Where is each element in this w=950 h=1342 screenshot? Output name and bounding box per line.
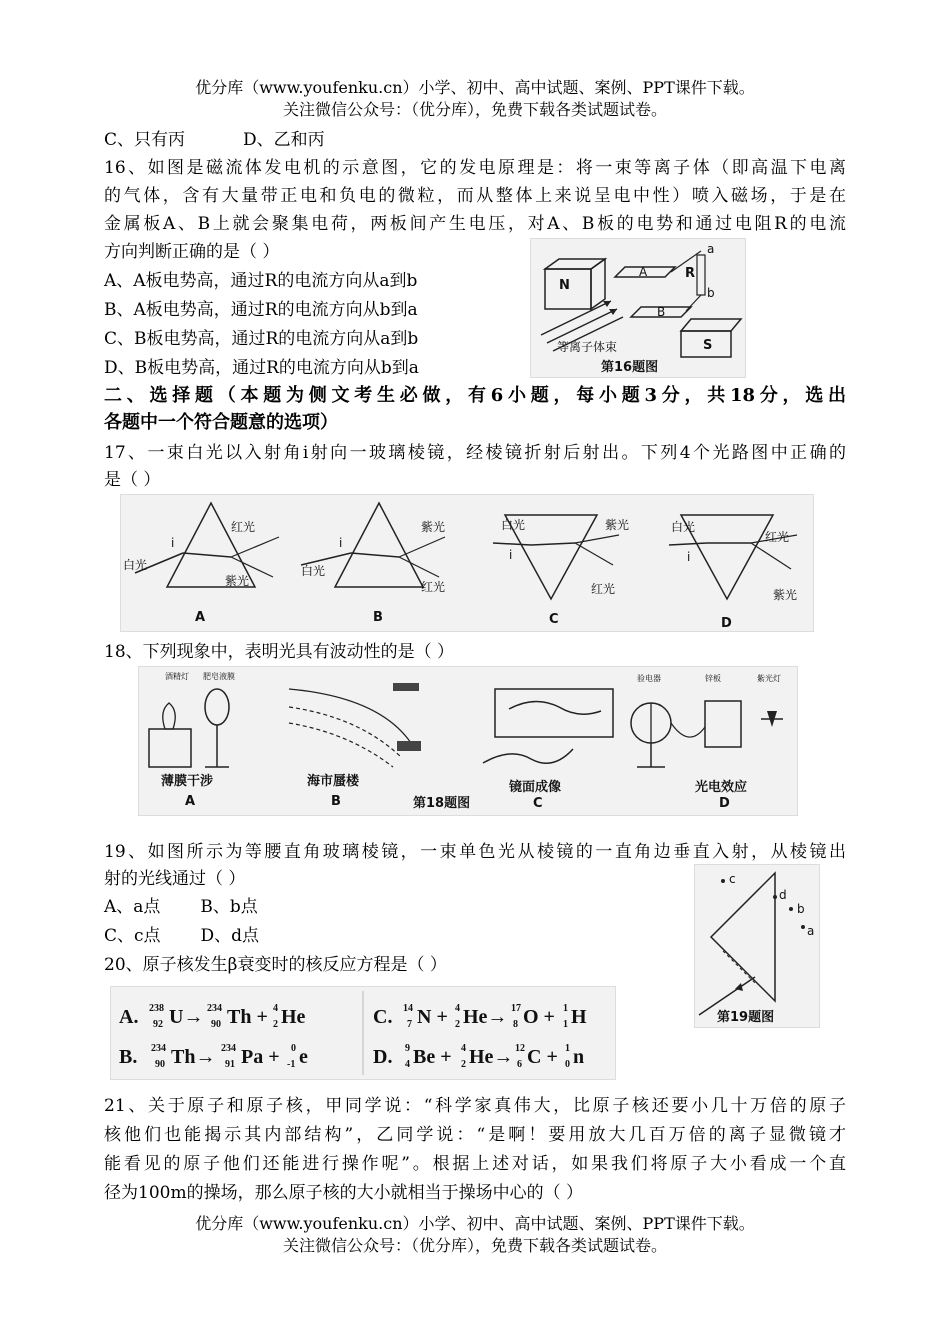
q20-b-pa: Pa + — [241, 1046, 280, 1068]
q17-a-bl: 白光 — [123, 558, 148, 572]
q17-b-bl: 白光 — [301, 564, 326, 578]
q20-b-pa91: 91 — [225, 1059, 235, 1070]
q17-d-br: 紫光 — [773, 588, 798, 602]
q19-option-a: A、a点 — [104, 897, 161, 917]
q19-option-b: B、b点 — [200, 897, 258, 917]
q19-line-1: 19、如图所示为等腰直角玻璃棱镜，一束单色光从棱镜的一直角边垂直入射，从棱镜出 — [104, 842, 846, 862]
q19-c-label: c — [729, 872, 736, 886]
q19-b-label: b — [797, 902, 805, 916]
q19-options-ab — [104, 895, 258, 919]
q20-c-o: O + — [523, 1006, 555, 1028]
footer-line-2: 关注微信公众号：（优分库），免费下载各类试题试卷。 — [282, 1236, 667, 1255]
q20-d-he4: 4 — [461, 1043, 466, 1054]
q19-line-2: 射的光线通过（ ） — [104, 869, 246, 889]
q16-s-label: S — [703, 338, 713, 353]
q20-a-th: Th + — [227, 1006, 268, 1028]
q15-option-c: C、只有丙 — [104, 130, 186, 150]
q17-line-1: 17、一束白光以入射角i射向一玻璃棱镜，经棱镜折射后射出。下列4个光路图中正确的 — [104, 443, 846, 463]
q18-d-small-3: 紫光灯 — [757, 674, 781, 683]
q20-a-he4: 4 — [273, 1003, 278, 1014]
q15-option-d: D、乙和丙 — [243, 130, 325, 150]
q20-c-he: He→ — [463, 1006, 508, 1028]
q20-d-c: C + — [527, 1046, 558, 1068]
q20-b-e: e — [299, 1046, 308, 1068]
section2-line-1: 二、选择题（本题为侧文考生必做，有6小题，每小题3分，共18分，选出 — [104, 385, 846, 406]
q18-d-small-2: 锌板 — [705, 674, 721, 683]
q17-c-i: i — [509, 548, 513, 562]
q16-option-d: D、B板电势高，通过R的电流方向从b到a — [104, 358, 419, 378]
q20-c-h1: 1 — [563, 1003, 568, 1014]
q20-a-th234: 234 — [207, 1003, 222, 1014]
q16-option-b: B、A板电势高，通过R的电流方向从b到a — [104, 300, 418, 320]
q18-c-label: C — [533, 796, 543, 811]
q17-a-label: A — [195, 610, 206, 625]
q20-c-o8: 8 — [513, 1019, 518, 1030]
q20-c-h1b: 1 — [563, 1019, 568, 1030]
q18-a-caption: 薄膜干涉 — [161, 774, 214, 789]
q20-b-th234: 234 — [151, 1043, 166, 1054]
q21-line-2: 核他们也能揭示其内部结构”，乙同学说：“是啊！要用放大几百万倍的离子显微镜才 — [104, 1125, 846, 1145]
q17-d-label: D — [721, 616, 732, 631]
q17-b-tr: 紫光 — [421, 520, 446, 534]
q20-equations — [110, 986, 616, 1080]
q18-c-caption: 镜面成像 — [509, 780, 562, 795]
q20-a-u92: 92 — [153, 1019, 163, 1030]
q20-d-n0: 0 — [565, 1059, 570, 1070]
footer-line-1: 优分库（www.youfenku.cn）小学、初中、高中试题、案例、PPT课件下载。 — [195, 1214, 755, 1233]
q18-d-caption: 光电效应 — [695, 780, 748, 795]
section2-line-2: 各题中一个符合题意的选项） — [104, 412, 338, 433]
q16-line-1: 16、如图是磁流体发电机的示意图，它的发电原理是：将一束等离子体（即高温下电离 — [104, 158, 846, 178]
q17-a-br: 紫光 — [225, 574, 250, 588]
q20-a-u238: 238 — [149, 1003, 164, 1014]
q18-b-caption: 海市蜃楼 — [307, 774, 360, 789]
q20-d-n1: 1 — [565, 1043, 570, 1054]
q20-d-he2: 2 — [461, 1059, 466, 1070]
q18-caption: 第18题图 — [413, 796, 471, 811]
q16-r-label: R — [685, 266, 696, 281]
q20-d-c12: 12 — [515, 1043, 525, 1054]
q20-c-he2: 2 — [455, 1019, 460, 1030]
q20-a-he: He — [281, 1006, 306, 1028]
q20-a-u: U→ — [169, 1006, 204, 1028]
q16-option-a: A、A板电势高，通过R的电流方向从a到b — [104, 271, 418, 291]
q19-a-label: a — [807, 924, 815, 938]
q20-a-th90: 90 — [211, 1019, 221, 1030]
q21-line-4: 径为100m的操场，那么原子核的大小就相当于操场中心的（ ） — [104, 1183, 583, 1203]
q18-a-small-1: 酒精灯 — [165, 672, 189, 681]
q19-option-d: D、d点 — [200, 926, 260, 946]
q20-b-th90: 90 — [155, 1059, 165, 1070]
q16-caption: 第16题图 — [601, 360, 659, 375]
q20-b-e0: 0 — [291, 1043, 296, 1054]
q19-figure — [694, 864, 820, 1028]
q18-a-small-2: 肥皂液膜 — [203, 672, 235, 681]
q18-d-small-1: 验电器 — [637, 674, 661, 683]
q20-eq-a-label: A. — [119, 1006, 139, 1028]
q16-line-4: 方向判断正确的是（ ） — [104, 242, 280, 262]
q21-line-3: 能看见的原子他们还能进行操作呢”。根据上述对话，如果我们将原子大小看成一个直 — [104, 1154, 846, 1174]
q20-d-be4: 4 — [405, 1059, 410, 1070]
q17-line-2: 是（ ） — [104, 470, 161, 490]
q20-b-th: Th→ — [171, 1046, 216, 1068]
q15-options — [104, 128, 325, 152]
q19-caption: 第19题图 — [717, 1010, 775, 1025]
q20-eq-d-label: D. — [373, 1046, 393, 1068]
q20-line-1: 20、原子核发生β衰变时的核反应方程是（ ） — [104, 955, 447, 975]
q20-c-h: H — [571, 1006, 587, 1028]
q16-plate-a-label: A — [639, 265, 648, 279]
q18-d-label: D — [719, 796, 730, 811]
q16-option-c: C、B板电势高，通过R的电流方向从a到b — [104, 329, 419, 349]
q17-c-tl: 白光 — [501, 518, 526, 532]
q17-a-tr: 红光 — [231, 520, 256, 534]
q17-b-i: i — [339, 536, 343, 550]
q19-options-cd — [104, 924, 259, 948]
q20-eq-c-label: C. — [373, 1006, 393, 1028]
q19-option-c: C、c点 — [104, 926, 161, 946]
q19-d-label: d — [779, 888, 787, 902]
q20-eq-b-label: B. — [119, 1046, 138, 1068]
q20-c-he4: 4 — [455, 1003, 460, 1014]
q16-a-label: a — [707, 242, 715, 256]
q17-d-i: i — [687, 550, 691, 564]
q20-d-he: He→ — [469, 1046, 514, 1068]
q17-a-i: i — [171, 536, 175, 550]
q16-plate-b-label: B — [657, 305, 666, 319]
q20-d-n: n — [573, 1046, 585, 1068]
q17-d-tl: 白光 — [671, 520, 696, 534]
q18-a-label: A — [185, 794, 196, 809]
q16-line-3: 金属板A、B上就会聚集电荷，两板间产生电压，对A、B板的电势和通过电阻R的电流 — [104, 214, 846, 234]
q17-c-label: C — [549, 612, 559, 627]
q17-b-label: B — [373, 610, 383, 625]
q18-b-label: B — [331, 794, 341, 809]
q18-figure — [138, 666, 798, 816]
q17-c-br: 红光 — [591, 582, 616, 596]
q20-d-be: Be + — [413, 1046, 452, 1068]
q16-line-2: 的气体，含有大量带正电和负电的微粒，而从整体上来说呈电中性）喷入磁场，于是在 — [104, 186, 846, 206]
q17-d-tr: 红光 — [765, 530, 790, 544]
header-line-2: 关注微信公众号：（优分库），免费下载各类试题试卷。 — [282, 100, 667, 119]
q20-c-n7: 7 — [407, 1019, 412, 1030]
q20-c-n: N + — [417, 1006, 448, 1028]
q16-beam-label: 等离子体束 — [557, 340, 618, 354]
q16-figure — [530, 238, 746, 378]
q20-b-pa234: 234 — [221, 1043, 236, 1054]
q20-c-n14: 14 — [403, 1003, 413, 1014]
q20-d-c6: 6 — [517, 1059, 522, 1070]
q21-line-1: 21、关于原子和原子核，甲同学说：“科学家真伟大，比原子核还要小几十万倍的原子 — [104, 1096, 846, 1116]
header-line-1: 优分库（www.youfenku.cn）小学、初中、高中试题、案例、PPT课件下载。 — [195, 78, 755, 97]
q20-d-be9: 9 — [405, 1043, 410, 1054]
q17-b-br: 红光 — [421, 580, 446, 594]
q16-n-label: N — [559, 278, 570, 293]
q16-b-label: b — [707, 286, 715, 300]
q20-a-he2: 2 — [273, 1019, 278, 1030]
q20-c-o17: 17 — [511, 1003, 521, 1014]
q20-b-e-1: -1 — [287, 1059, 296, 1070]
q18-line-1: 18、下列现象中，表明光具有波动性的是（ ） — [104, 642, 455, 662]
q17-figure — [120, 494, 814, 632]
q17-c-tr: 紫光 — [605, 518, 630, 532]
